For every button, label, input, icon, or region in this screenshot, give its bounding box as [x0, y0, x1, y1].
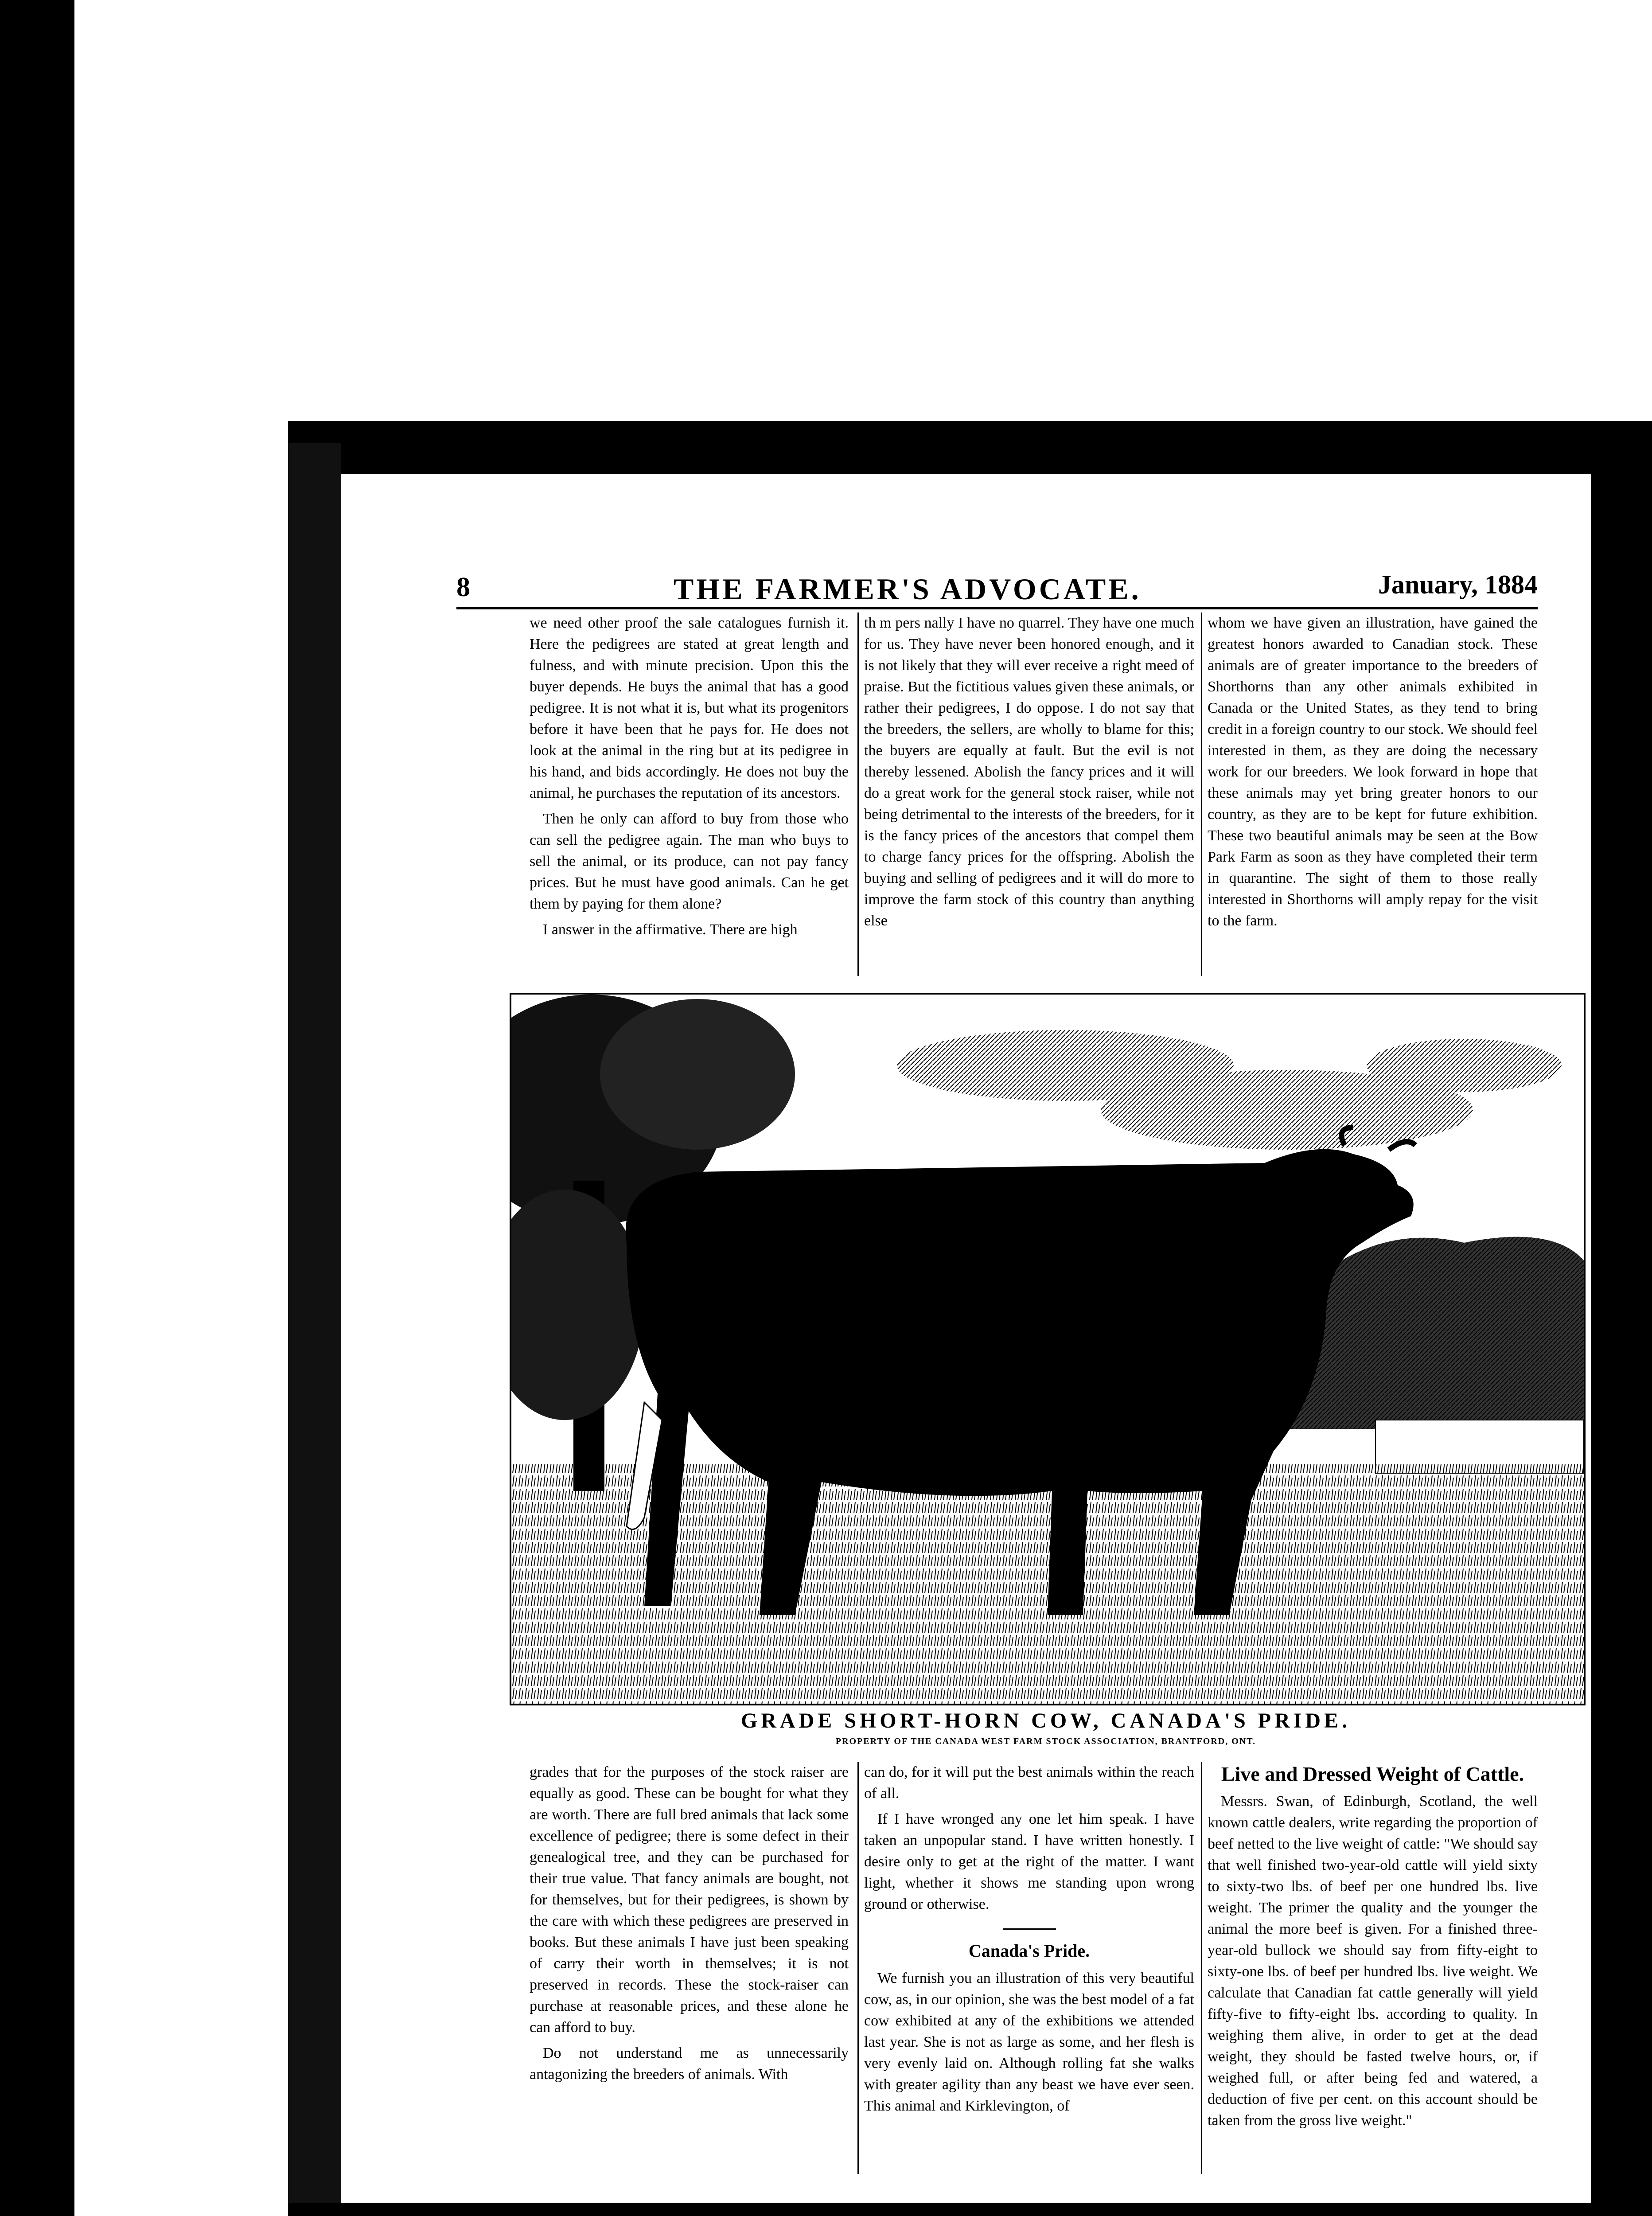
- paragraph: grades that for the purposes of the stock raiser are equally as good. These can be bought for what they are worth. There are full bred animals that lack some excellence of pedigree; there is some defect in their genealogical tree, and they can be purchased for their true value. That fancy animals are bought, not for themselves, but for their pedigrees, is shown by the care with which these pedigrees are preserved in books. But these animals I have just been speaking of carry their worth in themselves; it is not preserved in records. These the stock-raiser can purchase at reasonable prices, and these alone he can afford to buy.: [530, 1764, 849, 2036]
- illustration-caption: GRADE SHORT-HORN COW, CANADA'S PRIDE.: [740, 1709, 1351, 1732]
- bottom-column-1: [530, 1762, 849, 2090]
- scan-shadow-top: [288, 421, 1652, 483]
- paragraph: Do not understand me as unnecessarily antagonizing the breeders of animals. With: [530, 2045, 849, 2083]
- paragraph: Messrs. Swan, of Edinburgh, Scotland, the well known cattle dealers, write regarding the proportion of beef netted to the live weight of cattle: "We should say that well finished two-year-old cattle will yield sixty to sixty-two lbs. of beef per one hundred lbs. live weight. The primer the quality and the younger the animal the more beef is given. For a finished three-year-old bullock we should say from fifty-eight to sixty-one lbs. of beef per hundred lbs. live weight. We calculate that Canadian fat cattle generally will yield fifty-five to fifty-eight lbs. according to quality. In weighing them alive, in order to get at the dead weight, they should be fasted twelve hours, or, if weighed full, or after being fed and watered, a deduction of five per cent. on this account should be taken from the gross live weight.": [1208, 1793, 1538, 2129]
- page-header: [456, 570, 1538, 609]
- column-rule: [1201, 613, 1202, 976]
- paragraph: I answer in the affirmative. There are high: [543, 921, 798, 938]
- paragraph: whom we have given an illustration, have gained the greatest honors awarded to Canadian stock. These animals are of greater importance to the breeders of Shorthorns than any other animals exhibited in Canada or the United States, as they tend to bring credit in a foreign country to our stock. We should feel interested in them, as they are doing the necessary work for our breeders. We look forward in hope that these animals may yet bring greater honors to our country, as they are to be kept for future exhibition. These two beautiful animals may be seen at the Bow Park Farm as soon as they have completed their term in quarantine. The sight of them to those really interested in Shorthorns will amply repay for the visit to the farm.: [1208, 615, 1538, 929]
- column-rule: [857, 613, 859, 976]
- masthead-title: THE FARMER'S ADVOCATE.: [674, 572, 1142, 606]
- paragraph: Then he only can afford to buy from those who can sell the pedigree again. The man who buys to sell the animal, or its produce, can not pay fancy prices. But he must have good animals. Can he get them by paying for them alone?: [530, 811, 849, 912]
- top-column-3: [1208, 613, 1538, 936]
- issue-date: January, 1884: [1378, 570, 1538, 599]
- newspaper-page: [341, 474, 1591, 2203]
- section-heading: Canada's Pride.: [968, 1941, 1090, 1961]
- paragraph: If I have wronged any one let him speak. I have taken an unpopular stand. I have written honestly. I desire only to get at the right of the matter. I want light, whether it shows me standing upon wrong ground or otherwise.: [864, 1811, 1194, 1912]
- section-heading: Live and Dressed Weight of Cattle.: [1221, 1763, 1524, 1785]
- scan-shadow-left: [288, 443, 341, 2216]
- engraving-svg: [511, 995, 1584, 1704]
- page-number: 8: [456, 572, 470, 602]
- column-rule: [1201, 1762, 1202, 2174]
- cow-illustration: [510, 993, 1586, 1705]
- paragraph: can do, for it will put the best animals within the reach of all.: [864, 1764, 1194, 1802]
- paragraph: We furnish you an illustration of this very beautiful cow, as, in our opinion, she was the best model of a fat cow exhibited at any of the exhibitions we attended last year. She is not as large as some, and her flesh is very evenly laid on. Although rolling fat she walks with greater agility than any beast we have ever seen. This animal and Kirklevington, of: [864, 1970, 1194, 2114]
- bottom-column-3: [1208, 1762, 1538, 2136]
- paragraph: th m pers nally I have no quarrel. They have one much for us. They have never been honored enough, and it is not likely that they will ever receive a right meed of praise. But the fictitious values given these animals, or rather their pedigrees, I do oppose. I do not say that the breeders, the sellers, are wholly to blame for this; the buyers are equally at fault. But the evil is not thereby lessened. Abolish the fancy prices and it will do a great work for the general stock raiser, while not being detrimental to the interests of the breeders, for it is the fancy prices of the ancestors that compel them to charge fancy prices for the offspring. Abolish the buying and selling of pedigrees and it will do more to improve the farm stock of this country than anything else: [864, 615, 1194, 929]
- column-rule: [857, 1762, 859, 2174]
- top-column-2: [864, 613, 1194, 936]
- illustration-subcaption: PROPERTY OF THE CANADA WEST FARM STOCK ASSOCIATION, BRANTFORD, ONT.: [835, 1736, 1256, 1746]
- section-divider: [1003, 1928, 1056, 1930]
- top-column-1: [530, 613, 849, 945]
- scan-shadow-bottom: [288, 2203, 1652, 2216]
- bottom-column-2: [864, 1762, 1194, 2121]
- paragraph: we need other proof the sale catalogues furnish it. Here the pedigrees are stated at great length and fulness, and with minute precision. Upon this the buyer depends. He buys the animal that has a good pedigree. It is not what it is, but what its progenitors before it have been that he pays for. He does not look at the animal in the ring but at its pedigree in his hand, and bids accordingly. He does not buy the animal, he purchases the reputation of its ancestors.: [530, 615, 849, 801]
- scan-shadow-right: [1591, 452, 1652, 2216]
